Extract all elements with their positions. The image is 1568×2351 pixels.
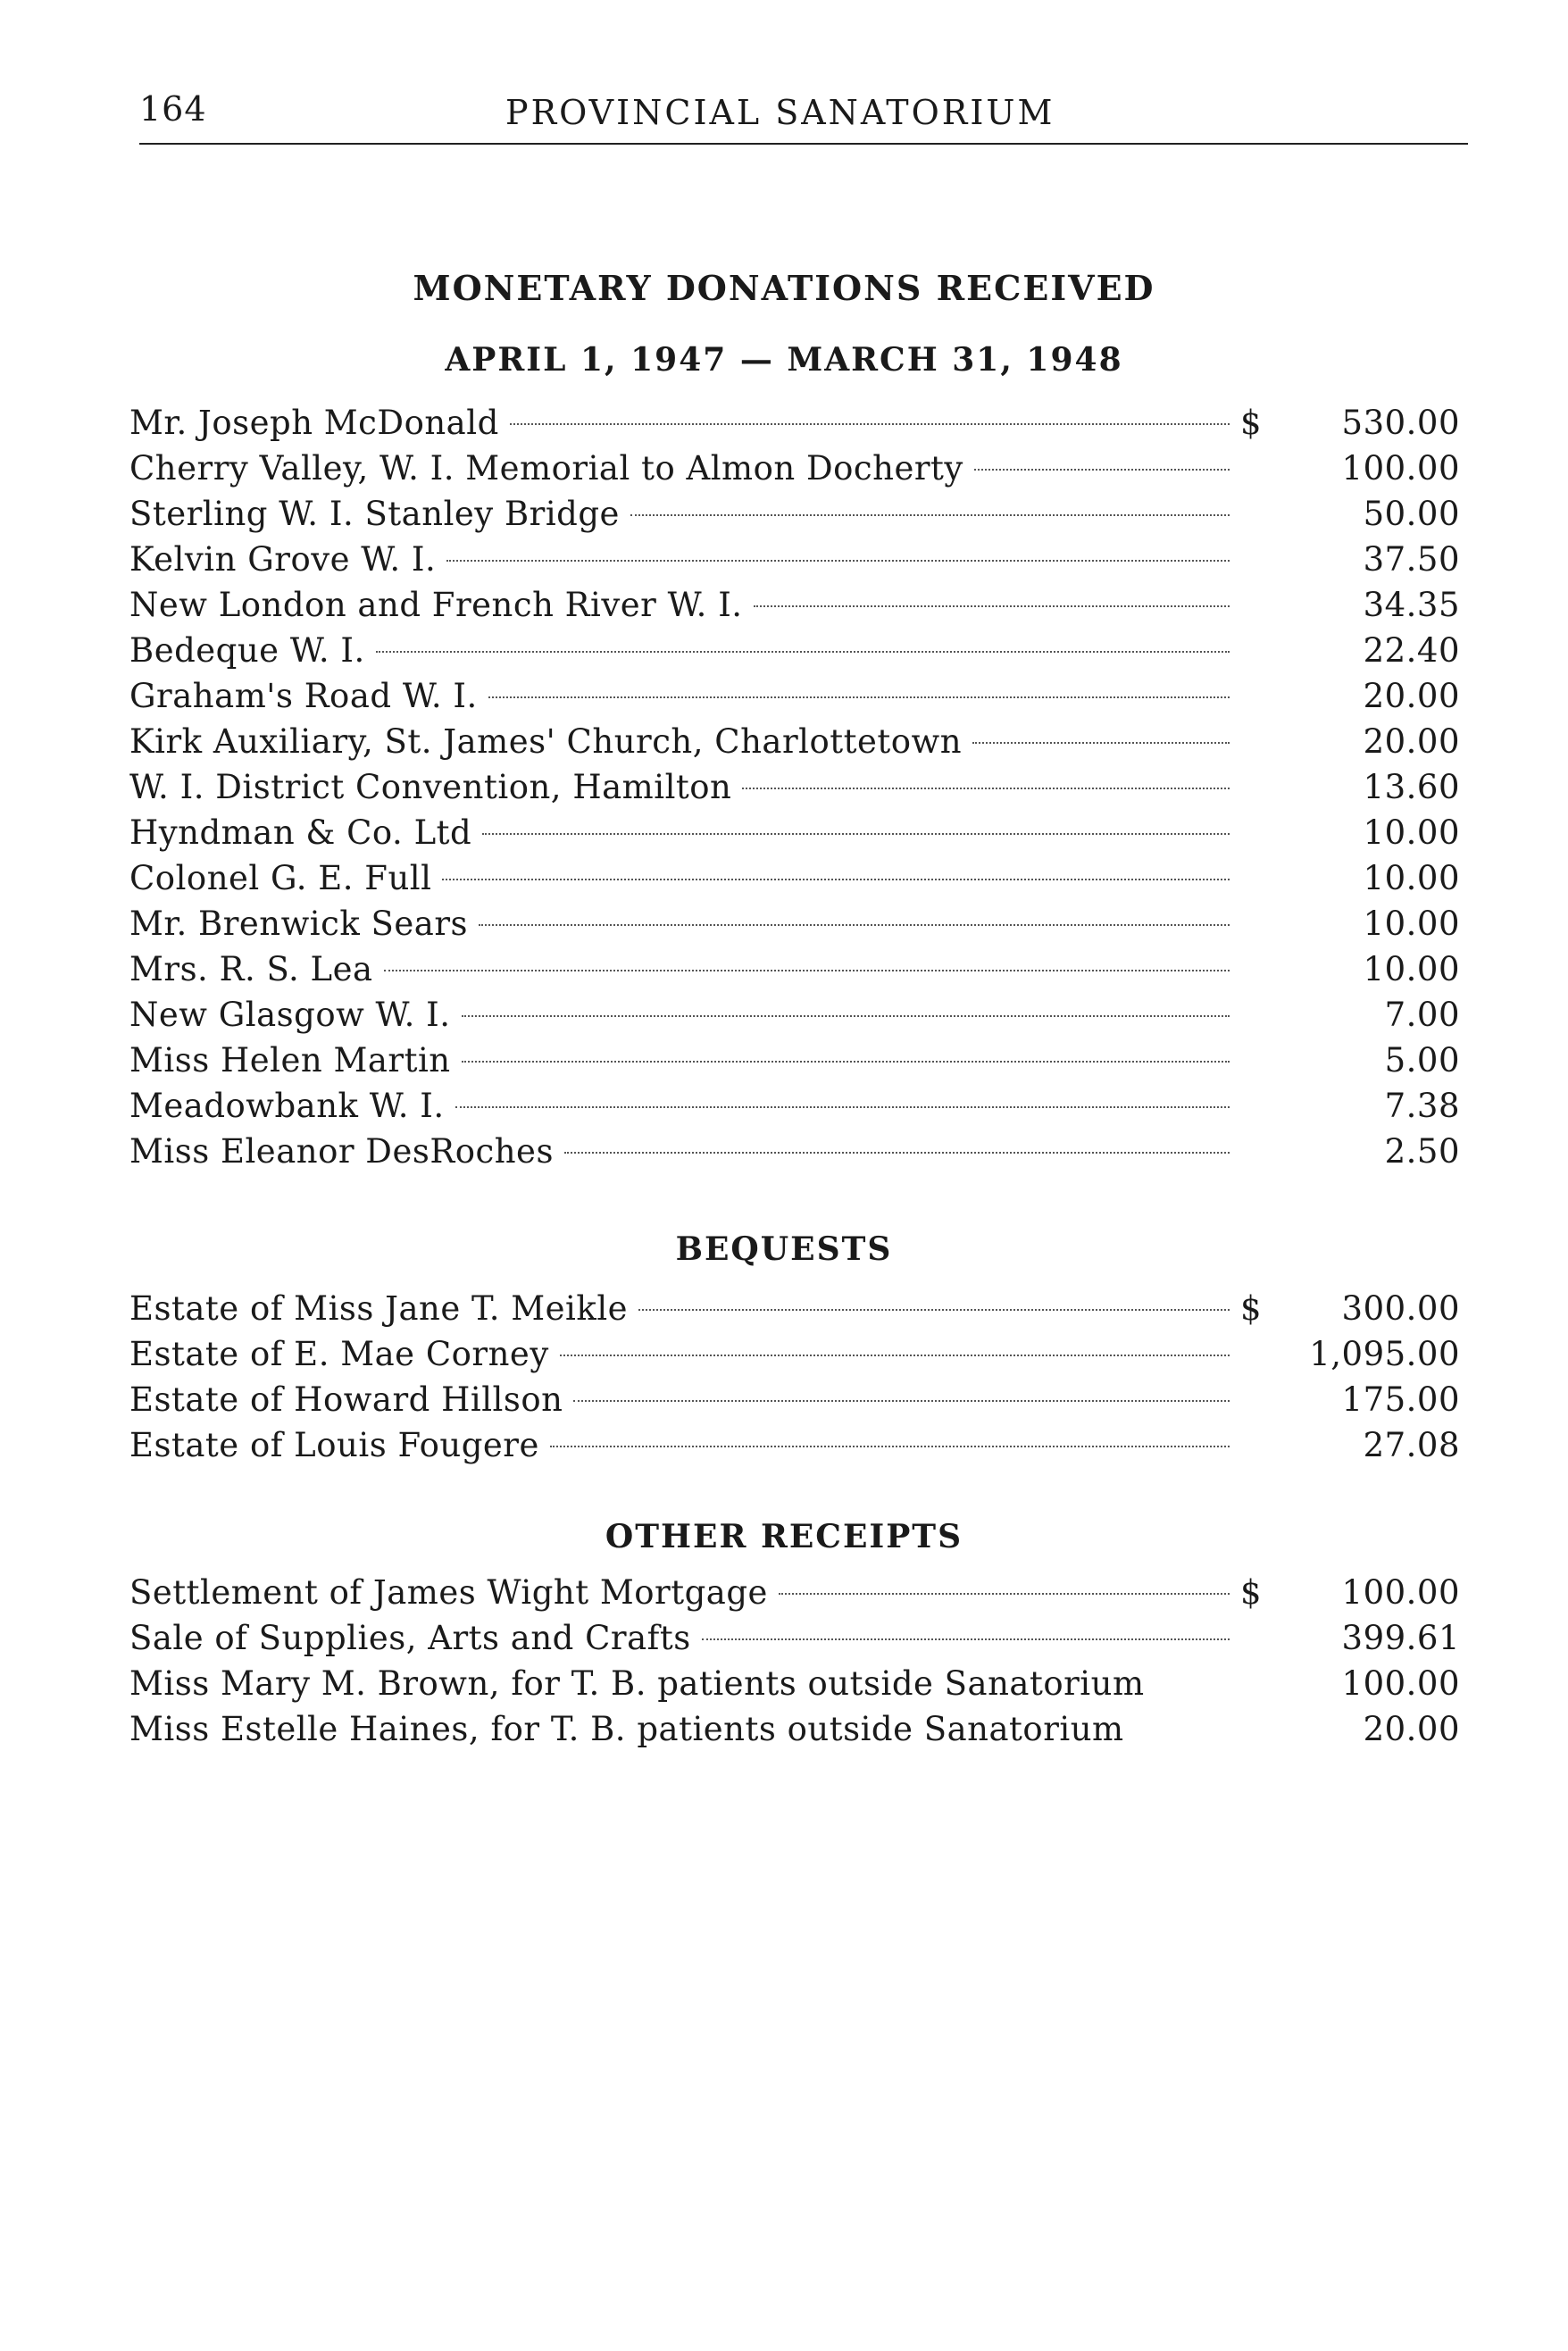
dot-leader bbox=[488, 696, 1230, 698]
entry-amount: 7.38 bbox=[1384, 1087, 1460, 1125]
entry-amount: 300.00 bbox=[1341, 1289, 1460, 1328]
dot-leader bbox=[972, 742, 1230, 744]
entry-amount: 100.00 bbox=[1341, 449, 1460, 488]
list-item bbox=[129, 1706, 1460, 1752]
list-item bbox=[129, 1570, 1460, 1615]
list-item bbox=[129, 537, 1460, 582]
list-item bbox=[129, 1377, 1460, 1422]
list-item bbox=[129, 673, 1460, 719]
list-item bbox=[129, 1422, 1460, 1468]
list-item bbox=[129, 491, 1460, 537]
list-item bbox=[129, 582, 1460, 628]
entry-name: Miss Helen Martin bbox=[129, 1041, 451, 1080]
dot-leader bbox=[630, 514, 1230, 516]
entry-amount: 37.50 bbox=[1363, 540, 1460, 579]
entry-name: Kirk Auxiliary, St. James' Church, Charlottetown bbox=[129, 722, 963, 761]
entry-name: Sterling W. I. Stanley Bridge bbox=[129, 495, 620, 533]
list-item bbox=[129, 628, 1460, 673]
currency-symbol: $ bbox=[1240, 1573, 1263, 1612]
dot-leader bbox=[702, 1638, 1230, 1640]
list-item bbox=[129, 901, 1460, 946]
entry-amount: 5.00 bbox=[1384, 1041, 1460, 1080]
entry-name: Meadowbank W. I. bbox=[129, 1087, 445, 1125]
dot-leader bbox=[442, 879, 1230, 880]
entry-name: Mr. Joseph McDonald bbox=[129, 404, 499, 442]
entry-name: Miss Mary M. Brown, for T. B. patients outside Sanatorium bbox=[129, 1664, 1145, 1703]
entry-amount: 20.00 bbox=[1363, 1710, 1460, 1748]
entry-amount: 530.00 bbox=[1341, 404, 1460, 442]
running-title: PROVINCIAL SANATORIUM bbox=[505, 93, 1055, 132]
entry-name: Mr. Brenwick Sears bbox=[129, 905, 469, 943]
dot-leader bbox=[754, 605, 1230, 607]
donations-list bbox=[129, 400, 1460, 1174]
dot-leader bbox=[482, 833, 1230, 835]
list-item bbox=[129, 992, 1460, 1038]
entry-name: Cherry Valley, W. I. Memorial to Almon Docherty bbox=[129, 449, 963, 488]
entry-amount: 10.00 bbox=[1363, 859, 1460, 897]
dot-leader bbox=[742, 788, 1230, 789]
section-heading-donations: MONETARY DONATIONS RECEIVED bbox=[413, 268, 1155, 308]
list-item bbox=[129, 1286, 1460, 1331]
date-range-heading: APRIL 1, 1947 — MARCH 31, 1948 bbox=[445, 341, 1123, 379]
entry-name: New Glasgow W. I. bbox=[129, 996, 451, 1034]
entry-amount: 1,095.00 bbox=[1309, 1335, 1460, 1373]
currency-symbol: $ bbox=[1240, 1289, 1263, 1328]
dot-leader bbox=[573, 1400, 1230, 1402]
entry-amount: 27.08 bbox=[1363, 1426, 1460, 1464]
entry-amount: 175.00 bbox=[1341, 1380, 1460, 1419]
entry-amount: 10.00 bbox=[1363, 950, 1460, 988]
entry-amount: 100.00 bbox=[1341, 1664, 1460, 1703]
entry-name: Sale of Supplies, Arts and Crafts bbox=[129, 1619, 691, 1657]
list-item bbox=[129, 764, 1460, 810]
dot-leader bbox=[564, 1152, 1230, 1154]
list-item bbox=[129, 1331, 1460, 1377]
entry-name: Mrs. R. S. Lea bbox=[129, 950, 373, 988]
entry-amount: 22.40 bbox=[1363, 631, 1460, 670]
entry-name: Estate of Howard Hillson bbox=[129, 1380, 563, 1419]
list-item bbox=[129, 446, 1460, 491]
section-heading-other-receipts: OTHER RECEIPTS bbox=[605, 1518, 963, 1555]
dot-leader bbox=[455, 1106, 1230, 1108]
entry-name: Estate of Louis Fougere bbox=[129, 1426, 539, 1464]
entry-amount: 50.00 bbox=[1363, 495, 1460, 533]
entry-amount: 20.00 bbox=[1363, 677, 1460, 715]
dot-leader bbox=[560, 1355, 1230, 1356]
entry-name: Colonel G. E. Full bbox=[129, 859, 432, 897]
list-item bbox=[129, 1083, 1460, 1129]
list-item bbox=[129, 1661, 1460, 1706]
entry-amount: 34.35 bbox=[1363, 586, 1460, 624]
other-receipts-list bbox=[129, 1570, 1460, 1752]
dot-leader bbox=[510, 423, 1230, 425]
entry-name: Estate of E. Mae Corney bbox=[129, 1335, 549, 1373]
entry-name: Miss Eleanor DesRoches bbox=[129, 1132, 554, 1171]
entry-name: Settlement of James Wight Mortgage bbox=[129, 1573, 768, 1612]
section-heading-bequests: BEQUESTS bbox=[675, 1230, 893, 1268]
bequests-list bbox=[129, 1286, 1460, 1468]
dot-leader bbox=[779, 1593, 1230, 1595]
entry-name: Kelvin Grove W. I. bbox=[129, 540, 437, 579]
entry-name: Hyndman & Co. Ltd bbox=[129, 813, 472, 852]
currency-symbol: $ bbox=[1240, 404, 1263, 442]
dot-leader bbox=[550, 1446, 1230, 1447]
list-item bbox=[129, 1038, 1460, 1083]
dot-leader bbox=[462, 1015, 1230, 1017]
list-item bbox=[129, 855, 1460, 901]
list-item bbox=[129, 719, 1460, 764]
entry-name: New London and French River W. I. bbox=[129, 586, 743, 624]
dot-leader bbox=[462, 1061, 1230, 1063]
entry-amount: 10.00 bbox=[1363, 905, 1460, 943]
list-item bbox=[129, 400, 1460, 446]
entry-name: Graham's Road W. I. bbox=[129, 677, 478, 715]
entry-amount: 100.00 bbox=[1341, 1573, 1460, 1612]
entry-amount: 10.00 bbox=[1363, 813, 1460, 852]
entry-amount: 7.00 bbox=[1384, 996, 1460, 1034]
entry-amount: 399.61 bbox=[1341, 1619, 1460, 1657]
list-item bbox=[129, 1615, 1460, 1661]
dot-leader bbox=[446, 560, 1230, 562]
dot-leader bbox=[479, 924, 1230, 926]
running-head bbox=[139, 86, 1468, 145]
dot-leader bbox=[638, 1309, 1230, 1311]
entry-name: Miss Estelle Haines, for T. B. patients outside Sanatorium bbox=[129, 1710, 1124, 1748]
entry-name: W. I. District Convention, Hamilton bbox=[129, 768, 732, 806]
entry-name: Bedeque W. I. bbox=[129, 631, 365, 670]
dot-leader bbox=[376, 651, 1230, 653]
page-number: 164 bbox=[139, 89, 207, 129]
dot-leader bbox=[384, 970, 1230, 971]
dot-leader bbox=[974, 469, 1230, 471]
entry-amount: 2.50 bbox=[1384, 1132, 1460, 1171]
entry-amount: 13.60 bbox=[1363, 768, 1460, 806]
list-item bbox=[129, 946, 1460, 992]
entry-name: Estate of Miss Jane T. Meikle bbox=[129, 1289, 629, 1328]
list-item bbox=[129, 1129, 1460, 1174]
list-item bbox=[129, 810, 1460, 855]
entry-amount: 20.00 bbox=[1363, 722, 1460, 761]
